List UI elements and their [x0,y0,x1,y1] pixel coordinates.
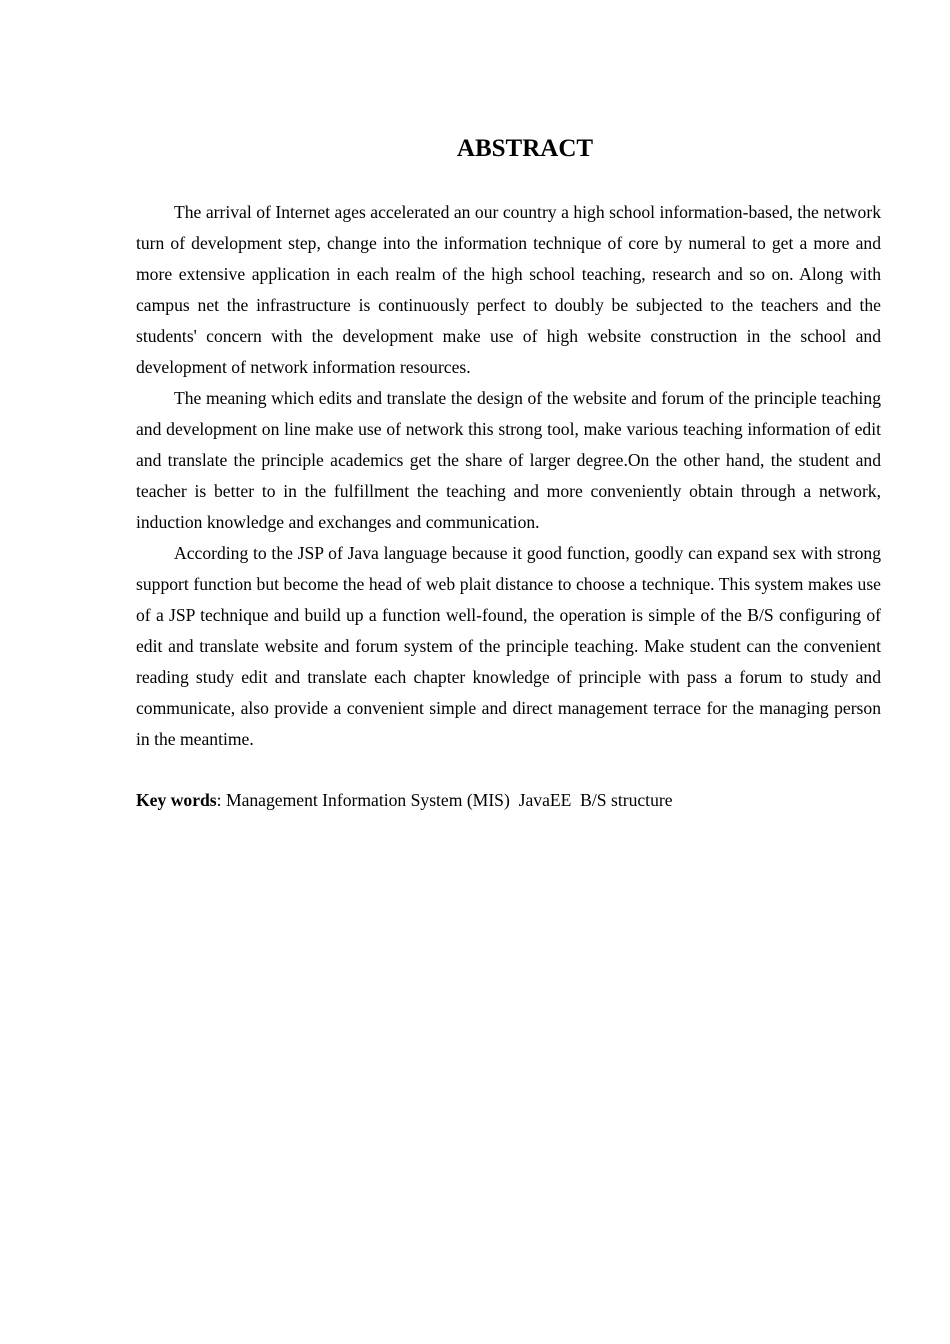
keywords-value: Management Information System (MIS) JavaEE B/S structure [225,790,673,810]
keywords-label: Key words [136,790,217,810]
abstract-paragraph-3: According to the JSP of Java language because it good function, goodly can expand sex with strong support function but become the head of web plait distance to choose a technique. This system makes use of a JSP technique and build up a function well-found, the operation is simple of the B/S configuring of edit and translate website and forum system of the principle teaching. Make student can the convenient reading study edit and translate each chapter knowledge of principle with pass a forum to study and communicate, also provide a convenient simple and direct management terrace for the managing person in the meantime. [136,543,881,749]
abstract-paragraph-1: The arrival of Internet ages accelerated an our country a high school information-based, the network turn of development step, change into the information technique of core by numeral to get a more and more extensive application in each realm of the high school teaching, research and so on. Along with campus net the infrastructure is continuously perfect to doubly be subjected to the teachers and the students' concern with the development make use of high website construction in the school and development of network information resources. [136,202,881,377]
abstract-paragraph-2: The meaning which edits and translate the design of the website and forum of the principle teaching and development on line make use of network this strong tool, make various teaching information of edit and translate the principle academics get the share of larger degree.On the other hand, the student and teacher is better to in the fulfillment the teaching and more conveniently obtain through a network, induction knowledge and exchanges and communication. [136,388,881,532]
abstract-body [136,197,881,755]
abstract-title: ABSTRACT [456,135,594,162]
keywords-separator: : [216,790,226,810]
keywords-line [136,785,881,816]
